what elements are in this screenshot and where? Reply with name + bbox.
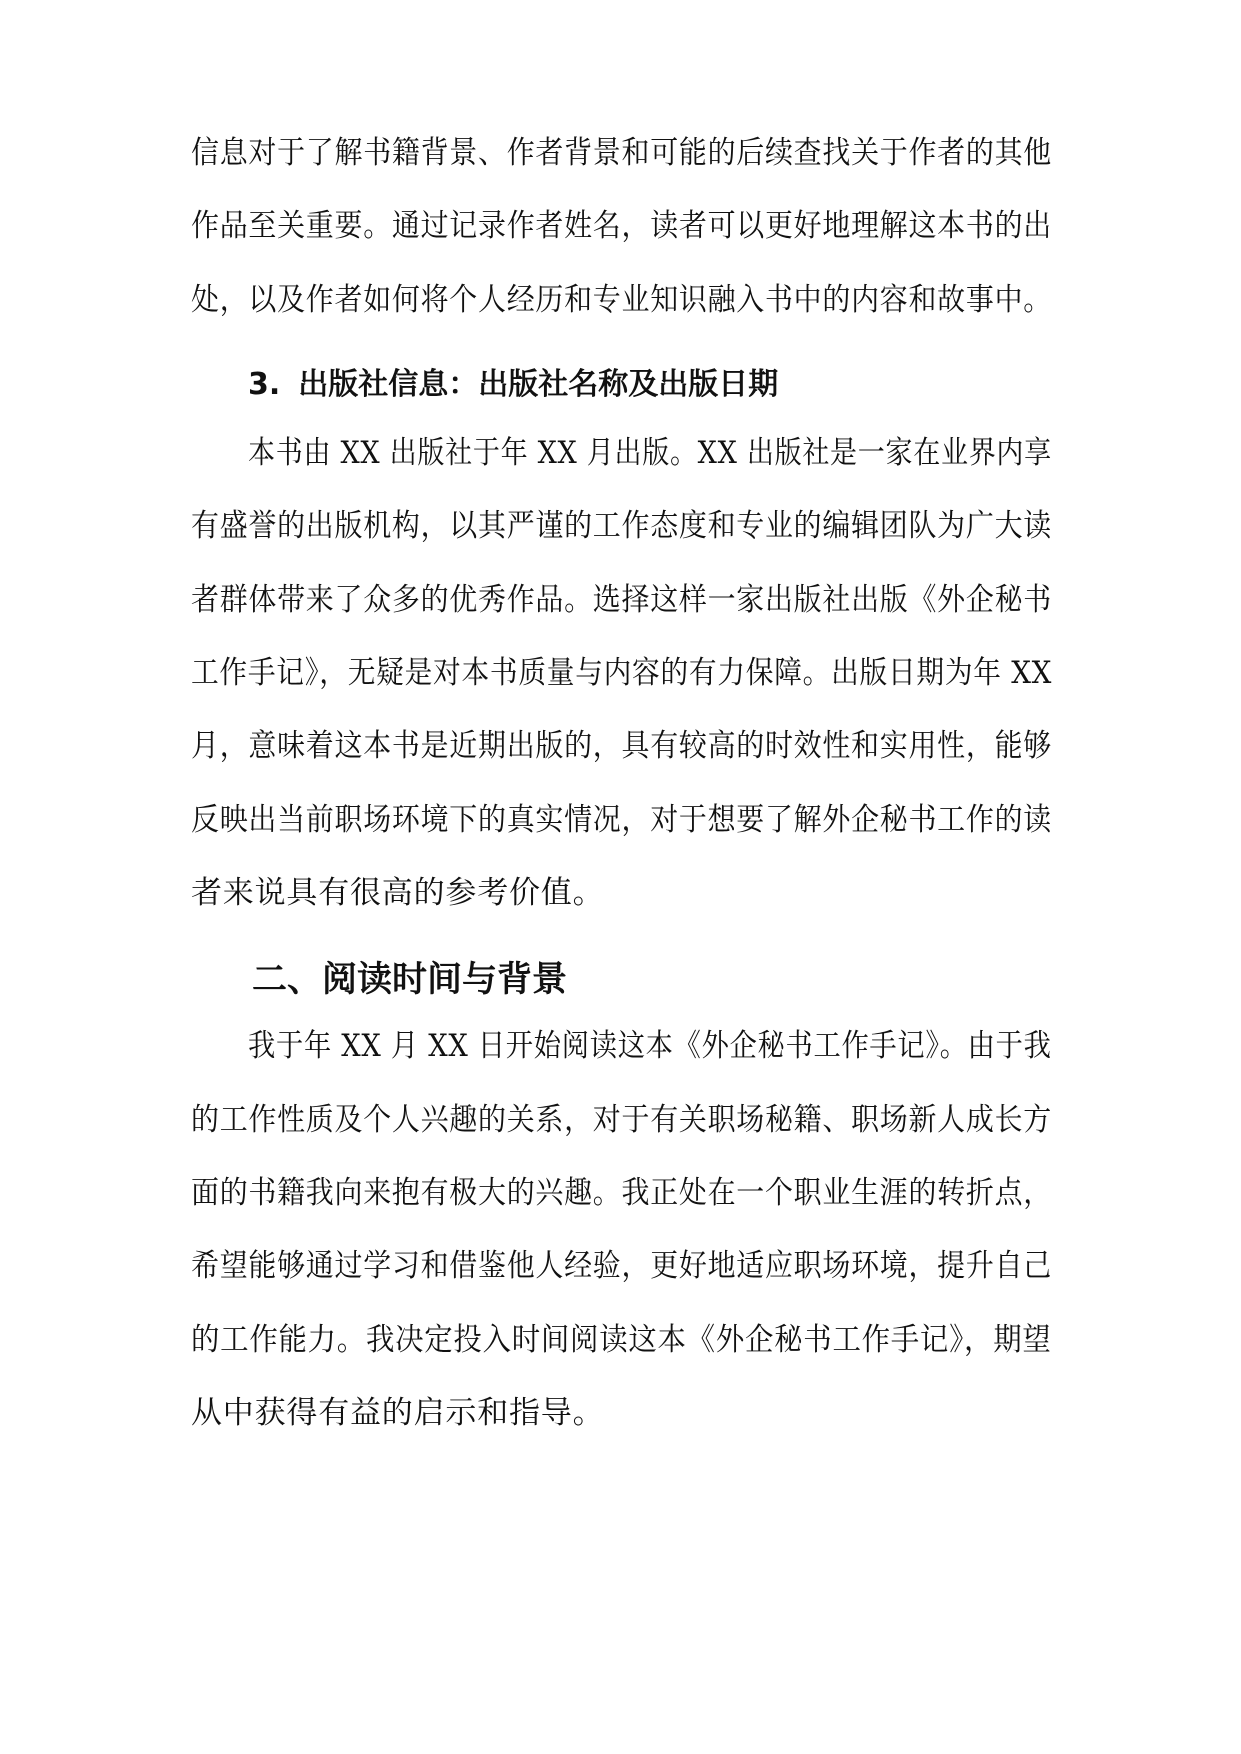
paragraph-line: 信息对于了解书籍背景、作者背景和可能的后续查找关于作者的其他 <box>191 135 1052 171</box>
paragraph-line: 本书由 XX 出版社于年 XX 月出版。XX 出版社是一家在业界内享 <box>248 435 1052 471</box>
paragraph-line: 从中获得有益的启示和指导。 <box>191 1395 605 1431</box>
paragraph-line: 月，意味着这本书是近期出版的，具有较高的时效性和实用性，能够 <box>191 728 1052 764</box>
paragraph-line: 的工作性质及个人兴趣的关系，对于有关职场秘籍、职场新人成长方 <box>191 1102 1052 1138</box>
paragraph-line: 面的书籍我向来抱有极大的兴趣。我正处在一个职业生涯的转折点， <box>191 1175 1052 1211</box>
section-subheading <box>248 365 778 405</box>
chapter-heading: 二、阅读时间与背景 <box>252 960 568 1000</box>
paragraph-line: 的工作能力。我决定投入时间阅读这本《外企秘书工作手记》，期望 <box>191 1322 1052 1358</box>
paragraph-line: 者来说具有很高的参考价值。 <box>191 875 605 911</box>
paragraph-line: 有盛誉的出版机构，以其严谨的工作态度和专业的编辑团队为广大读 <box>191 508 1052 544</box>
paragraph-line: 者群体带来了众多的优秀作品。选择这样一家出版社出版《外企秘书 <box>191 582 1052 618</box>
section-title: 出版社信息：出版社名称及出版日期 <box>298 367 779 402</box>
section-number: 3. <box>248 367 281 402</box>
paragraph-line: 反映出当前职场环境下的真实情况，对于想要了解外企秘书工作的读 <box>191 802 1052 838</box>
paragraph-line: 处，以及作者如何将个人经历和专业知识融入书中的内容和故事中。 <box>191 282 1052 318</box>
paragraph-line: 希望能够通过学习和借鉴他人经验，更好地适应职场环境，提升自己 <box>191 1248 1052 1284</box>
paragraph-line: 工作手记》，无疑是对本书质量与内容的有力保障。出版日期为年 XX <box>191 655 1053 691</box>
paragraph-line: 我于年 XX 月 XX 日开始阅读这本《外企秘书工作手记》。由于我 <box>248 1028 1052 1064</box>
paragraph-line: 作品至关重要。通过记录作者姓名，读者可以更好地理解这本书的出 <box>191 208 1052 244</box>
